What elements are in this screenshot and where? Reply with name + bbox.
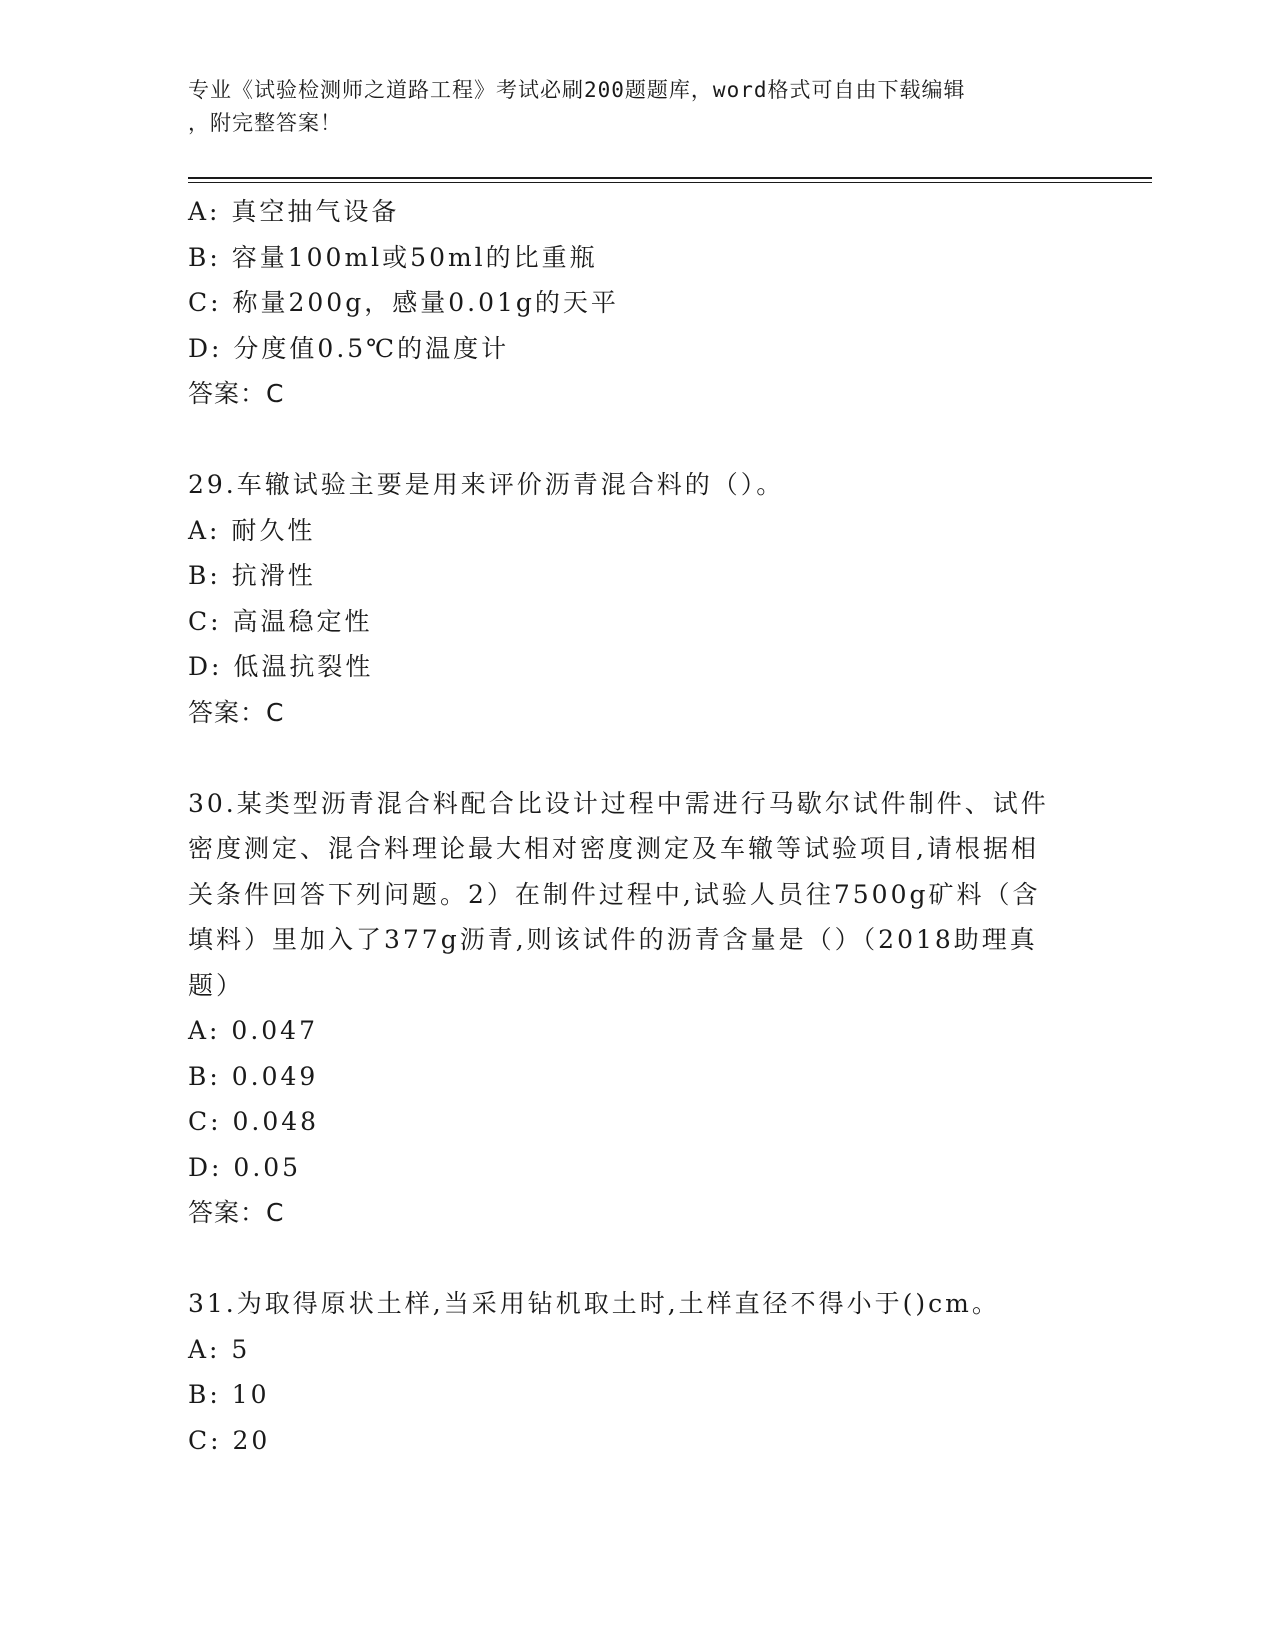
header-divider-thick [188,177,1152,179]
spacer [188,417,1088,463]
question-block-30 [188,781,1088,1236]
question-block-29 [188,462,1088,735]
answer-line: 答案：C [188,1198,285,1227]
option-b: B: 0.049 [188,1061,319,1091]
document-header [188,74,1068,140]
header-title-line-1: 专业《试验检测师之道路工程》考试必刷200题题库，word格式可自由下载编辑 [188,78,966,102]
option-b: B: 10 [188,1380,270,1409]
question-stem: 31.为取得原状土样,当采用钻机取土时,土样直径不得小于()cm。 [188,1289,1000,1318]
spacer [188,1236,1088,1282]
option-a: A: 5 [188,1334,251,1364]
option-d: D: 分度值0.5℃的温度计 [188,333,510,363]
option-a: A: 真空抽气设备 [188,197,400,226]
option-c: C: 0.048 [188,1107,320,1136]
question-block-28 [188,189,1088,417]
option-b: B: 抗滑性 [188,561,316,590]
question-stem-line-4: 填料）里加入了377g沥青,则该试件的沥青含量是（）（2018助理真 [188,925,1038,954]
header-divider-thin [188,182,1152,183]
spacer [188,735,1088,781]
option-d: D: 0.05 [188,1152,302,1182]
answer-line: 答案：C [188,697,285,727]
option-c: C: 高温稳定性 [188,606,373,636]
question-stem-line-5: 题） [188,970,245,1000]
option-b: B: 容量100ml或50ml的比重瓶 [188,242,598,272]
question-block-31 [188,1281,1088,1463]
question-list [188,189,1088,1463]
answer-line: 答案：C [188,379,285,408]
header-title-line-2: ，附完整答案！ [188,111,342,135]
option-a: A: 耐久性 [188,515,316,545]
option-d: D: 低温抗裂性 [188,652,374,681]
question-stem-line-3: 关条件回答下列问题。2）在制件过程中,试验人员往7500g矿料（含 [188,879,1041,909]
question-stem-line-1: 30.某类型沥青混合料配合比设计过程中需进行马歇尔试件制件、试件 [188,788,1049,818]
option-a: A: 0.047 [188,1016,318,1045]
question-stem-line-2: 密度测定、混合料理论最大相对密度测定及车辙等试验项目,请根据相 [188,834,1039,863]
option-c: C: 20 [188,1425,271,1455]
option-c: C: 称量200g，感量0.01g的天平 [188,288,619,317]
question-stem: 29.车辙试验主要是用来评价沥青混合料的（）。 [188,470,785,499]
